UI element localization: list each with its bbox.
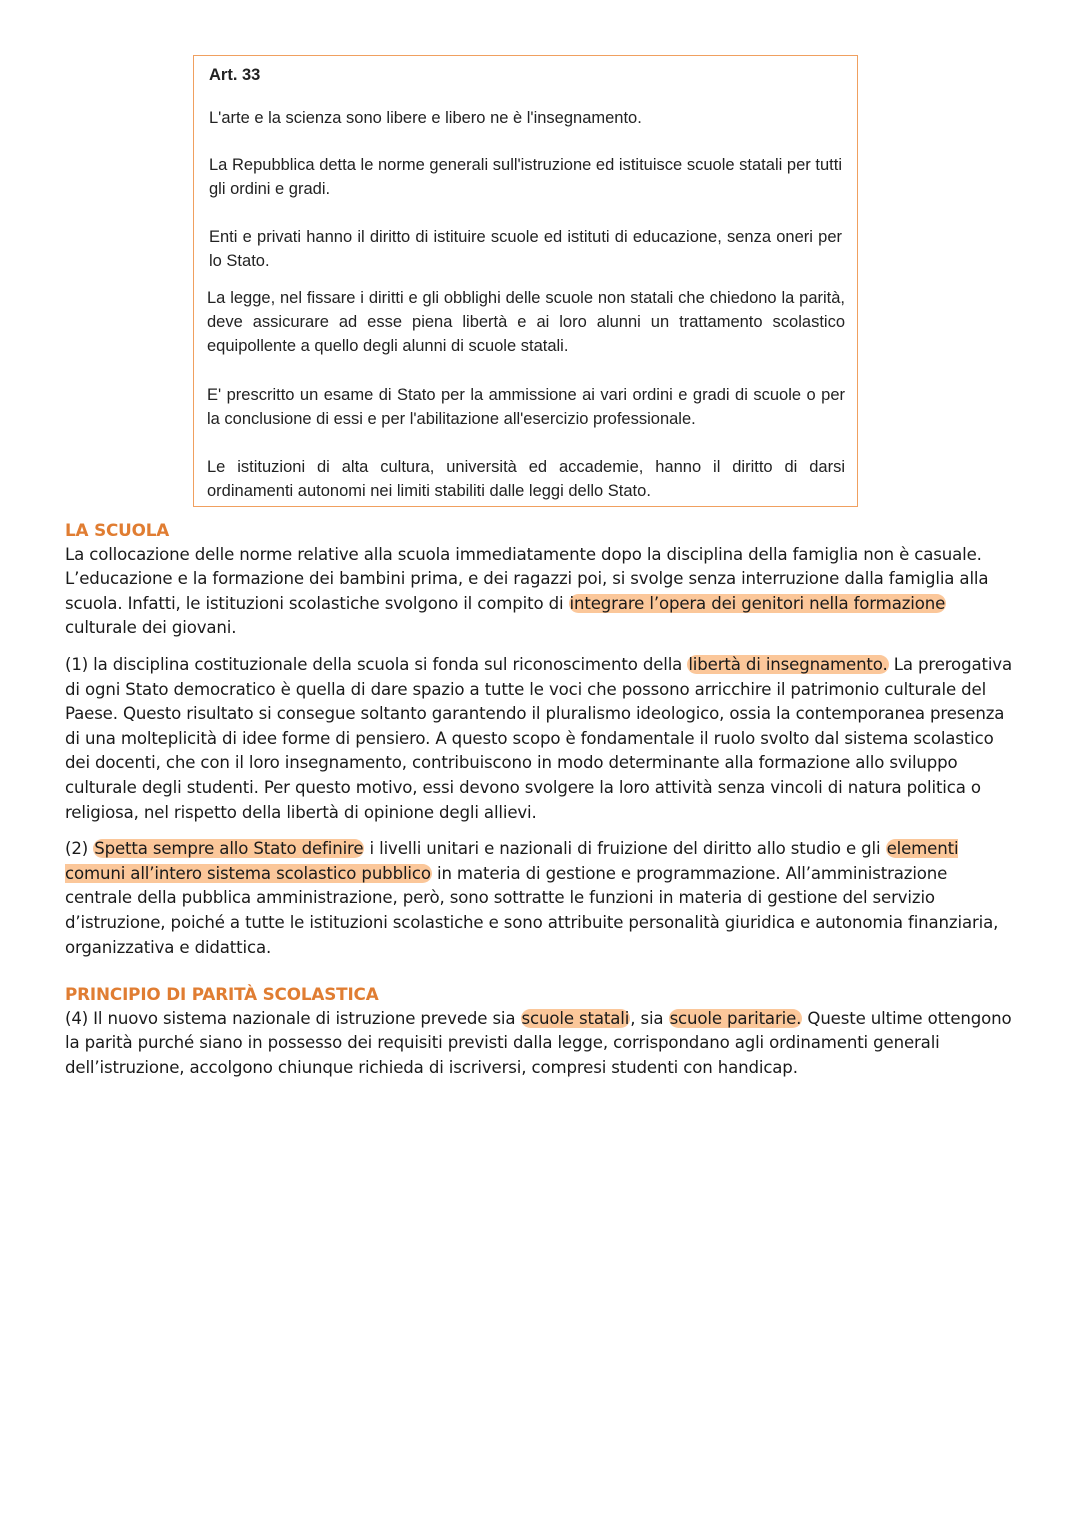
article-paragraph: La legge, nel fissare i diritti e gli obblighi delle scuole non statali che chiedono la parità, deve assicurare ad esse piena libertà e ai loro alunni un trattamento scolastico equipollente a quello degli alunni di scuole statali.	[207, 289, 845, 355]
highlight: scuole paritarie.	[669, 1008, 802, 1028]
article-33-box	[193, 55, 858, 507]
paragraph-1: (1) la disciplina costituzionale della scuola si fonda sul riconoscimento della libertà di insegnamento. La prerogativa di ogni Stato democratico è quella di dare spazio a tutte le voci che possono arricchire il patrimonio culturale del Paese. Questo risultato si consegue soltanto garantendo il pluralismo ideologico, ossia la contemporanea presenza di una molteplicità di idee forme di pensiero. A questo scopo è fondamentale il ruolo svolto dal sistema scolastico dei docenti, che con il loro insegnamento, contribuiscono in modo determinante alla formazione allo sviluppo culturale degli studenti. Per questo motivo, essi devono svolgere la loro attività senza vincoli di natura politica o religiosa, nel rispetto della libertà di opinione degli allievi.	[65, 654, 1012, 822]
paragraph-2: (2) Spetta sempre allo Stato definire i livelli unitari e nazionali di fruizione del diritto allo studio e gli elementi comuni all’intero sistema scolastico pubblico in materia di gestione e programmazione. All’amministrazione centrale della pubblica amministrazione, però, sono sottratte le funzioni in materia di gestione del servizio d’istruzione, poiché a tutte le istituzioni scolastiche e sono attribuite personalità giuridica e autonomia finanziaria, organizzativa e didattica.	[65, 839, 999, 957]
highlight: Spetta sempre allo Stato definire	[94, 839, 364, 859]
article-paragraph: Le istituzioni di alta cultura, università ed accademie, hanno il diritto di darsi ordinamenti autonomi nei limiti stabiliti dalle leggi dello Stato.	[207, 458, 845, 500]
highlight: scuole statali	[521, 1008, 630, 1028]
article-paragraph: E' prescritto un esame di Stato per la ammissione ai vari ordini e gradi di scuole o per la conclusione di essi e per l'abilitazione all'esercizio professionale.	[207, 386, 845, 428]
highlight: integrare l’opera dei genitori nella formazione	[569, 593, 946, 613]
highlight: libertà di insegnamento.	[688, 654, 888, 674]
highlight: elementi comuni all’intero sistema scolastico pubblico	[65, 839, 959, 883]
article-title: Art. 33	[209, 66, 261, 84]
article-paragraph: Enti e privati hanno il diritto di istituire scuole ed istituti di educazione, senza oneri per lo Stato.	[209, 228, 842, 270]
section-heading-scuola: LA SCUOLA	[65, 520, 170, 540]
paragraph-4: (4) Il nuovo sistema nazionale di istruzione prevede sia scuole statali, sia scuole paritarie. Queste ultime ottengono la parità purché siano in possesso dei requisiti previsti dalla legge, corrispondano agli ordinamenti generali dell’istruzione, accolgono chiunque richieda di iscriversi, compresi studenti con handicap.	[65, 1008, 1012, 1077]
document-body	[65, 518, 1015, 1080]
article-paragraph: La Repubblica detta le norme generali sull'istruzione ed istituisce scuole statali per tutti gli ordini e gradi.	[209, 156, 842, 198]
article-paragraph: L'arte e la scienza sono libere e libero ne è l'insegnamento.	[209, 109, 642, 127]
section-heading-parita: PRINCIPIO DI PARITÀ SCOLASTICA	[65, 984, 379, 1005]
intro-paragraph: La collocazione delle norme relative alla scuola immediatamente dopo la disciplina della famiglia non è casuale. L’educazione e la formazione dei bambini prima, e dei ragazzi poi, si svolge senza interruzione dalla famiglia alla scuola. Infatti, le istituzioni scolastiche svolgono il compito di integrare l’opera dei genitori nella formazione culturale dei giovani.	[65, 544, 989, 638]
